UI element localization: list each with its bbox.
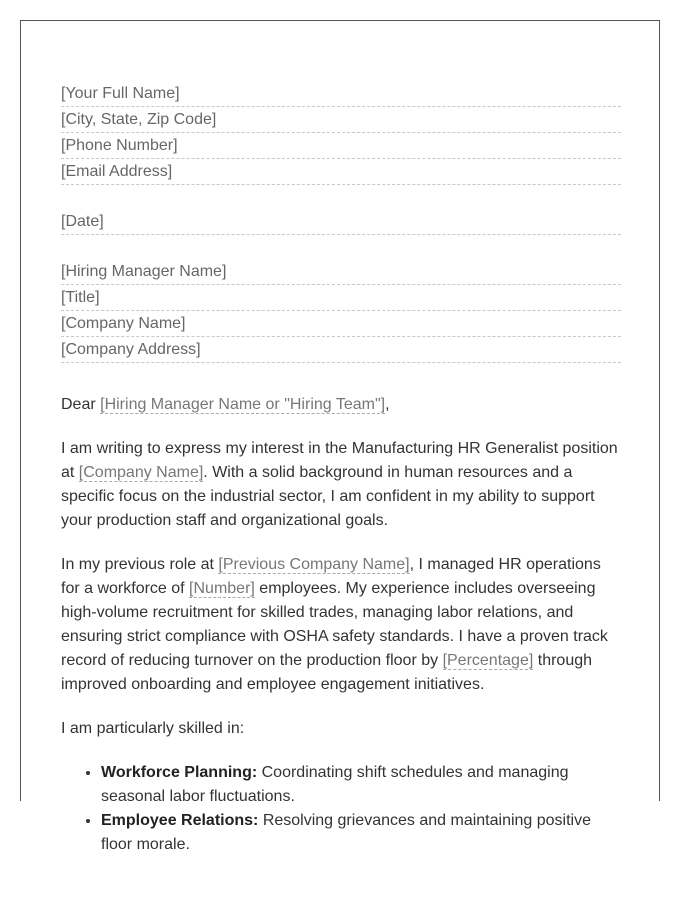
paragraph-experience-text-3: employees. My experience includes overseeing high-volume recruitment for skilled trades, managing labor relations, and ensuring strict compliance with OSHA safety standards. I have a proven track record of reducing turnover on the production floor by [61, 580, 608, 669]
recipient-company-address-field[interactable]: [Company Address] [61, 337, 621, 363]
date-block [61, 209, 621, 235]
letter-page [20, 20, 660, 853]
paragraph-experience [61, 553, 621, 697]
paragraph-interest-text-2: . With a solid background in human resources and a specific focus on the industrial sector, I am confident in my ability to support your production staff and organizational goals. [61, 464, 595, 529]
salutation-prefix: Dear [61, 396, 101, 413]
salutation [61, 393, 621, 417]
salutation-suffix: , [385, 396, 390, 413]
date-field[interactable]: [Date] [61, 209, 621, 235]
skill-item [101, 761, 621, 809]
sender-city-state-zip-field[interactable]: [City, State, Zip Code] [61, 107, 621, 133]
recipient-block [61, 259, 621, 363]
skill-item [101, 809, 621, 857]
paragraph-experience-text-4: through improved onboarding and employee engagement initiatives. [61, 652, 593, 693]
paragraph-interest [61, 437, 621, 533]
recipient-title-field[interactable]: [Title] [61, 285, 621, 311]
skill-item-title: Workforce Planning: [101, 764, 258, 781]
sender-block [61, 81, 621, 185]
skills-list [61, 761, 621, 857]
sender-full-name-field[interactable]: [Your Full Name] [61, 81, 621, 107]
paragraph-experience-text-1: In my previous role at [61, 556, 219, 573]
sender-email-field[interactable]: [Email Address] [61, 159, 621, 185]
recipient-company-name-field[interactable]: [Company Name] [61, 311, 621, 337]
salutation-placeholder[interactable]: [Hiring Manager Name or "Hiring Team"] [100, 396, 386, 413]
letter-content [61, 81, 621, 857]
company-name-placeholder[interactable]: [Company Name] [78, 464, 204, 481]
previous-company-placeholder[interactable]: [Previous Company Name] [218, 556, 410, 573]
number-placeholder[interactable]: [Number] [189, 580, 255, 597]
recipient-manager-name-field[interactable]: [Hiring Manager Name] [61, 259, 621, 285]
paragraph-experience-text-2: , I managed HR operations for a workforce of [61, 556, 601, 597]
skill-item-text: Resolving grievances and maintaining positive floor morale. [101, 812, 592, 853]
skills-intro: I am particularly skilled in: [61, 720, 245, 737]
paragraph-interest-text-1: I am writing to express my interest in the Manufacturing HR Generalist position at [61, 440, 618, 481]
skill-item-text: Coordinating shift schedules and managing seasonal labor fluctuations. [101, 764, 569, 805]
percentage-placeholder[interactable]: [Percentage] [442, 652, 534, 669]
skill-item-title: Employee Relations: [101, 812, 259, 829]
sender-phone-field[interactable]: [Phone Number] [61, 133, 621, 159]
